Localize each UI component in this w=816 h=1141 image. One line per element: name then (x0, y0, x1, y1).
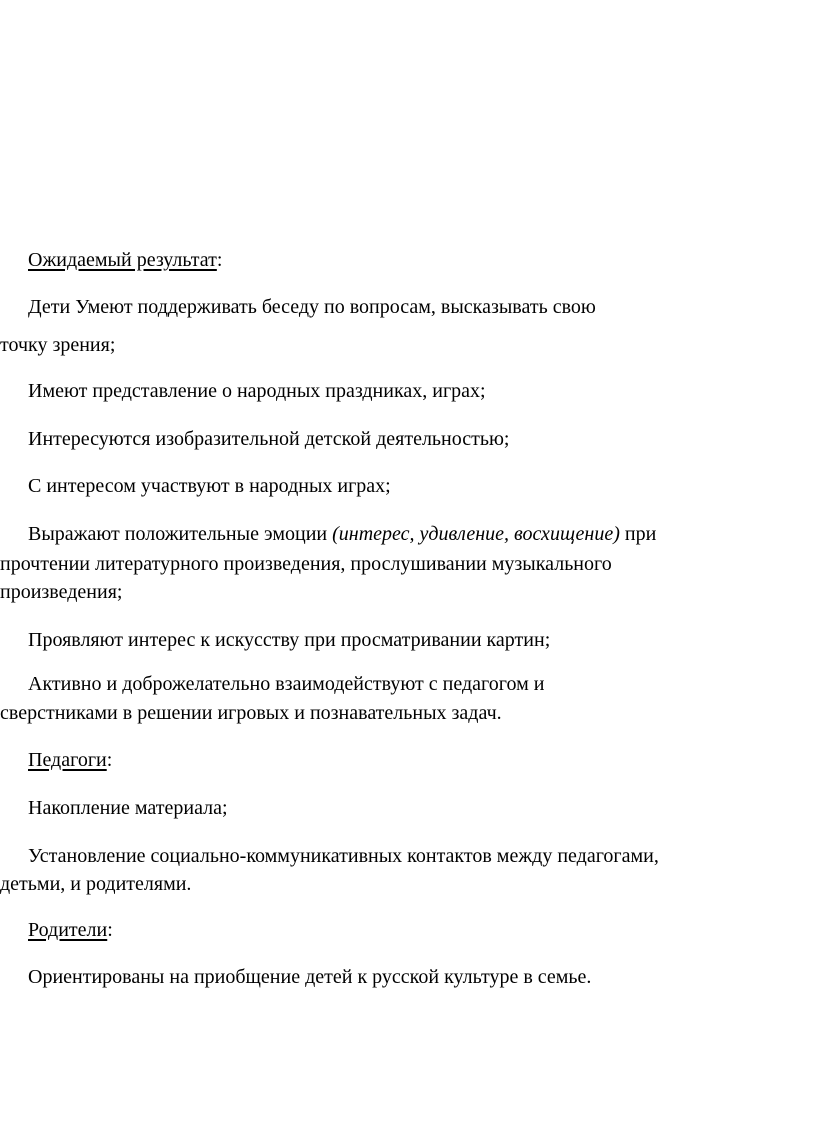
result-item-5-end: при (619, 523, 657, 545)
teachers-item-2-line-1: Установление социально-коммуникативных контактов между педагогами, (28, 845, 659, 867)
parents-heading-line (28, 920, 113, 940)
result-item-7-line-2: сверстниками в решении игровых и познавательных задач. (0, 702, 502, 724)
expected-result-heading: Ожидаемый результат (28, 249, 217, 271)
teachers-item-1: Накопление материала; (28, 797, 228, 819)
result-item-5-line-3: произведения; (0, 581, 123, 603)
result-item-5-italic: (интерес, удивление, восхищение) (332, 523, 620, 545)
result-item-1-line-1: Дети Умеют поддерживать беседу по вопросам, высказывать свою (28, 296, 596, 318)
teachers-heading-line (28, 750, 112, 770)
result-item-1-line-2: точку зрения; (0, 334, 116, 356)
result-item-5-line-1 (28, 524, 656, 544)
expected-result-heading-line (28, 250, 222, 270)
result-item-5-start: Выражают положительные эмоции (28, 523, 333, 545)
result-item-6: Проявляют интерес к искусству при просматривании картин; (28, 629, 551, 651)
teachers-heading: Педагоги (28, 749, 107, 771)
heading-colon: : (107, 919, 113, 941)
result-item-7-line-1: Активно и доброжелательно взаимодействуют с педагогом и (28, 673, 545, 695)
result-item-2: Имеют представление о народных праздниках, играх; (28, 380, 486, 402)
result-item-3: Интересуются изобразительной детской деятельностью; (28, 428, 510, 450)
parents-heading: Родители (28, 919, 108, 941)
heading-colon: : (106, 749, 113, 771)
result-item-5-line-2: прочтении литературного произведения, прослушивании музыкального (0, 553, 612, 575)
result-item-4: С интересом участвуют в народных играх; (28, 475, 391, 497)
parents-item-1: Ориентированы на приобщение детей к русской культуре в семье. (28, 966, 592, 988)
heading-colon: : (216, 249, 223, 271)
teachers-item-2-line-2: детьми, и родителями. (0, 873, 192, 895)
